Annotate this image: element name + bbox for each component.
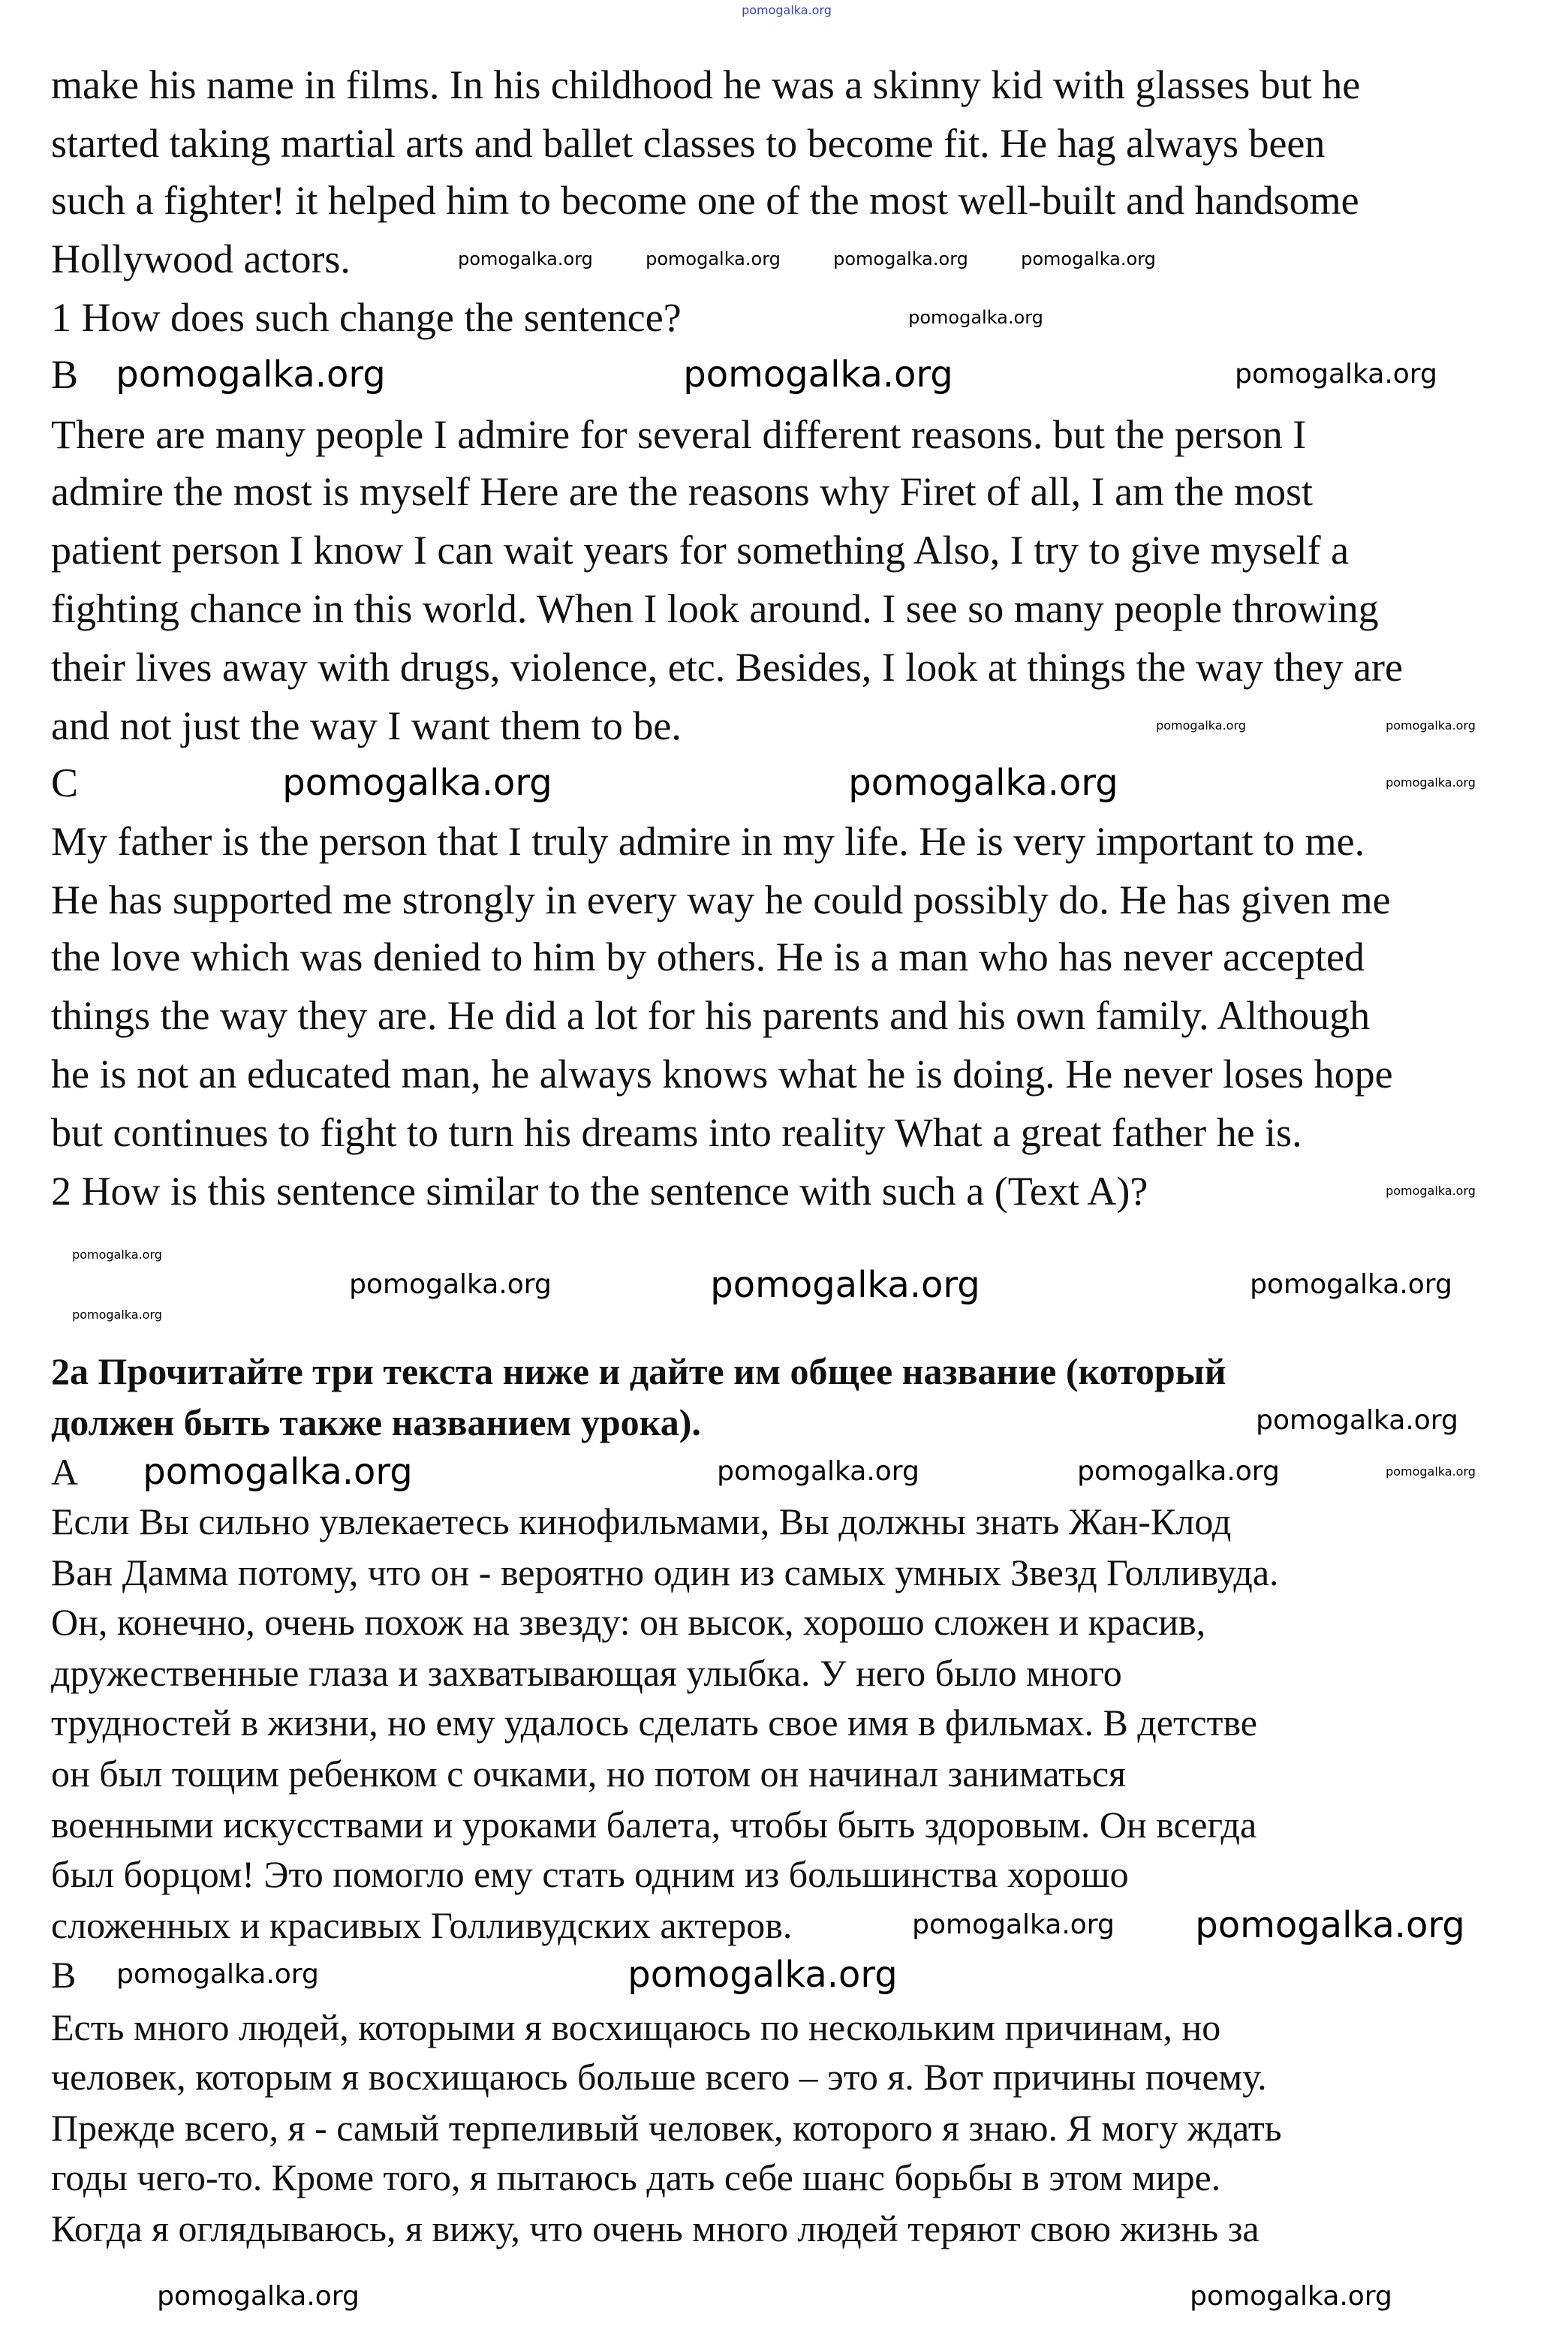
section-label: A [51, 1451, 79, 1493]
task-heading: должен быть также названием урока). [51, 1401, 701, 1443]
watermark: pomogalka.org [1386, 1464, 1476, 1479]
text-line: such a fighter! it helped him to become one of the most well-built and handsome [51, 178, 1359, 223]
text-line: сложенных и красивых Голливудских актеров. [51, 1904, 793, 1946]
section-label: B [51, 352, 79, 397]
watermark: pomogalka.org [1195, 1904, 1465, 1946]
watermark: pomogalka.org [1250, 1269, 1452, 1300]
section-label: C [51, 760, 79, 805]
text-line: Прежде всего, я - самый терпеливый человек, которого я знаю. Я могу ждать [51, 2107, 1282, 2149]
section-label: B [51, 1954, 77, 1996]
watermark: pomogalka.org [1386, 718, 1476, 733]
task-heading: 2а Прочитайте три текста ниже и дайте им общее название (который [51, 1350, 1226, 1392]
text-line: but continues to fight to turn his dreams into reality What a great father he is. [51, 1110, 1302, 1155]
text-line: Когда я оглядываюсь, я вижу, что очень много людей теряют свою жизнь за [51, 2207, 1260, 2249]
text-line: дружественные глаза и захватывающая улыбка. У него было много [51, 1652, 1122, 1694]
watermark: pomogalka.org [1235, 359, 1437, 390]
watermark: pomogalka.org [912, 1909, 1115, 1940]
text-line: and not just the way I want them to be. [51, 703, 682, 748]
watermark: pomogalka.org [116, 354, 386, 396]
watermark: pomogalka.org [282, 762, 552, 804]
watermark: pomogalka.org [143, 1451, 413, 1493]
text-line: Ван Дамма потому, что он - вероятно один из самых умных Звезд Голливуда. [51, 1551, 1279, 1593]
watermark: pomogalka.org [458, 248, 593, 269]
text-line: their lives away with drugs, violence, etc. Besides, I look at things the way they are [51, 645, 1404, 690]
text-line: 1 How does such change the sentence? [51, 295, 682, 340]
watermark: pomogalka.org [628, 1954, 898, 1996]
watermark: pomogalka.org [1256, 1405, 1458, 1436]
watermark: pomogalka.org [1386, 1184, 1476, 1198]
text-line: Он, конечно, очень похож на звезду: он высок, хорошо сложен и красив, [51, 1601, 1206, 1643]
watermark: pomogalka.org [908, 307, 1043, 328]
watermark: pomogalka.org [1021, 248, 1156, 269]
watermark: pomogalka.org [717, 1456, 919, 1487]
text-line: he is not an educated man, he always knows what he is doing. He never loses hope [51, 1052, 1393, 1097]
watermark: pomogalka.org [349, 1269, 552, 1300]
watermark: pomogalka.org [833, 248, 968, 269]
watermark: pomogalka.org [157, 2281, 360, 2312]
watermark: pomogalka.org [848, 762, 1118, 804]
watermark: pomogalka.org [646, 248, 781, 269]
text-line: admire the most is myself Here are the reasons why Firet of all, I am the most [51, 469, 1314, 514]
text-line: My father is the person that I truly admire in my life. He is very important to me. [51, 819, 1365, 864]
text-line: Есть много людей, которыми я восхищаюсь по нескольким причинам, но [51, 2006, 1221, 2048]
watermark: pomogalka.org [1156, 718, 1246, 733]
text-line: военными искусствами и уроками балета, чтобы быть здоровым. Он всегда [51, 1804, 1257, 1846]
watermark: pomogalka.org [710, 1264, 980, 1306]
text-line: There are many people I admire for several different reasons. but the person I [51, 412, 1307, 457]
text-line: things the way they are. He did a lot for his parents and his own family. Although [51, 993, 1371, 1038]
text-line: He has supported me strongly in every way he could possibly do. He has given me [51, 877, 1391, 922]
watermark: pomogalka.org [742, 3, 832, 17]
text-line: fighting chance in this world. When I look around. I see so many people throwing [51, 586, 1379, 631]
text-line: started taking martial arts and ballet classes to become fit. He hag always been [51, 121, 1326, 166]
text-line: 2 How is this sentence similar to the sentence with such a (Text A)? [51, 1169, 1148, 1214]
text-line: Hollywood actors. [51, 236, 351, 281]
text-line: был борцом! Это помогло ему стать одним из большинства хорошо [51, 1853, 1129, 1895]
watermark: pomogalka.org [683, 354, 953, 396]
text-line: он был тощим ребенком с очками, но потом он начинал заниматься [51, 1753, 1127, 1795]
watermark: pomogalka.org [116, 1959, 319, 1990]
text-line: the love which was denied to him by others. He is a man who has never accepted [51, 934, 1365, 979]
text-line: patient person I know I can wait years for something Also, I try to give myself a [51, 528, 1350, 573]
text-line: человек, которым я восхищаюсь больше всего – это я. Вот причины почему. [51, 2056, 1267, 2098]
text-line: годы чего-то. Кроме того, я пытаюсь дать себе шанс борьбы в этом мире. [51, 2156, 1221, 2198]
watermark: pomogalka.org [72, 1307, 162, 1322]
watermark: pomogalka.org [1190, 2281, 1392, 2312]
text-line: make his name in films. In his childhood he was a skinny kid with glasses but he [51, 62, 1361, 107]
text-line: Если Вы сильно увлекаетесь кинофильмами, Вы должны знать Жан-Клод [51, 1500, 1232, 1542]
watermark: pomogalka.org [72, 1247, 162, 1262]
text-line: трудностей в жизни, но ему удалось сделать свое имя в фильмах. В детстве [51, 1702, 1257, 1744]
watermark: pomogalka.org [1386, 775, 1476, 790]
watermark: pomogalka.org [1077, 1456, 1280, 1487]
